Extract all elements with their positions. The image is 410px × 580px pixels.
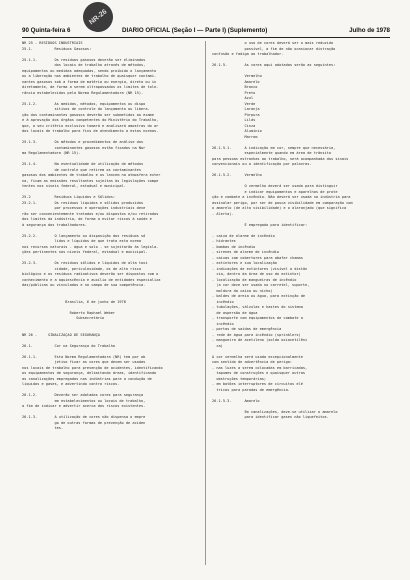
text-line: rância estabelecidos pela Norma Regulamentadora (NR 15).	[22, 90, 144, 95]
text-line: as canalizações empregadas nas indústrias para a condução de	[22, 376, 152, 381]
text-line: - localização de mangueiras de incêndio	[212, 277, 297, 282]
text-line: por processos e operações industriais deve	[22, 206, 146, 210]
text-line: ca)	[212, 343, 223, 348]
text-line: 26.1.5.3. Amarelo	[212, 398, 260, 403]
text-line: na, ficam as emissões resultantes sujeitas às legislações compe	[22, 178, 159, 183]
text-line: - portas de saídas de emergência	[212, 327, 282, 331]
text-line: de aspersão de água	[212, 310, 258, 315]
text-line: a fim de indicar e advertir acerca dos riscos existentes.	[22, 404, 146, 408]
text-line: 25.2.2. O lançamento ou disposição dos resíduos só	[22, 233, 146, 238]
text-line: tentes nos níveis federal, estadual e municipal.	[22, 184, 126, 188]
text-line: diretamente, de forma a serem ultrapassados os limites de tole-	[22, 85, 159, 89]
text-line: 26.1.5. As cores aqui adotadas serão as seguintes:	[212, 63, 336, 67]
text-line: à segurança dos trabalhadores.	[22, 222, 87, 227]
text-line: de controle que retirem os contaminantes	[22, 167, 141, 172]
text-line: (a cor deve ser usada no carretel, suporte,	[212, 283, 310, 287]
text-line: - caixas com cobertores para abafar chamas	[212, 255, 303, 260]
text-line: Subsecretário	[22, 316, 105, 320]
text-line: lidos e líquidos de que trata esta norma	[22, 239, 141, 243]
text-line: 26.1.2. Deverão ser adotadas cores para segurança	[22, 393, 144, 397]
text-line: nos recursos naturais - água e solo - se sujeitarão às legisla-	[22, 244, 159, 249]
text-line: Lilás	[212, 118, 256, 122]
text-line: para pessoas estranhas ao trabalho, será acompanhada dos sinais	[212, 156, 349, 161]
column-divider	[205, 41, 206, 565]
text-line: O vermelho deverá ser usado para distinguir	[212, 184, 338, 188]
text-line: e indicar equipamentos e aparelhos de prote	[212, 189, 338, 194]
text-line: rão ser convenientemente tratados e/ou dispostos e/ou retirados	[22, 211, 159, 216]
text-line: go de outras formas de prevenção de aciden	[22, 420, 146, 425]
text-line: Azul	[212, 96, 254, 100]
text-line: A cor vermelha será usada excepcionalmente	[212, 354, 303, 359]
text-line: - caixa de alarme de incêndio	[212, 233, 275, 238]
text-line: biológico e os resíduos radioativos deverão ser dispostos com o	[22, 272, 159, 276]
text-line: Roberto Raphael Weber	[22, 310, 116, 315]
text-line: das/públicas ou vinculadas e no campo de sua competência.	[22, 283, 146, 287]
text-line: nos locais de trabalho para prevenção de acidentes, identificando	[22, 365, 163, 370]
text-line: ma Regulamentadora (NR 15).	[22, 151, 81, 155]
page-header	[22, 25, 390, 37]
header-date: 90 Quinta-feira 6	[22, 27, 71, 34]
text-line: nantes gasosos sob a forma de matéria ou energia, direta ou in	[22, 79, 157, 84]
text-line: Vermelho	[212, 74, 262, 78]
text-line: Verde	[212, 101, 256, 106]
text-line: - mangueira de acetileno (solda oxiacetilêni	[212, 338, 308, 342]
text-line: 26.1.5.2. Vermelho	[212, 173, 262, 177]
text-line: dos locais de trabalho para fins de atendimento a estas normas.	[22, 129, 159, 133]
text-line: 26.1.5.1. A indicação em cor, sempre que necessária,	[212, 145, 336, 150]
header-month: Julho de 1978	[349, 27, 390, 34]
text-line: Cinza	[212, 123, 256, 128]
text-line: Marrom	[212, 134, 258, 139]
text-line: que, a seu critério exclusivo tomará e analisará amostras do ar	[22, 123, 159, 128]
text-line: o uso de cores deverá ser o mais reduzido	[212, 41, 334, 45]
text-line: - transporte com equipamentos de combate a	[212, 316, 303, 320]
text-line: e à aprovação dos órgãos competentes do Ministério do Trabalho,	[22, 118, 159, 122]
text-line: incêndio	[212, 321, 234, 326]
text-line: 26.1.3. A utilização de cores não dispensa o empre	[22, 415, 146, 419]
text-line: o amarelo (de alta visibilidade) e o alaranjado (que significa	[212, 206, 347, 210]
text-line: equipamentos ou medidas adequadas, sendo proibido o lançamento	[22, 68, 157, 73]
text-line: tricos para paradas de emergência.	[212, 387, 290, 392]
text-line: obstruções temporárias;	[212, 376, 267, 381]
text-line: 26.1.1. Esta Norma Regulamentadora (NR) tem por ob	[22, 354, 146, 359]
text-line: dos limites da indústria, de forma a evitar riscos à saúde e	[22, 217, 152, 221]
text-line: - rede de água para incêndio (sprinklers)	[212, 332, 301, 337]
text-line: conhecimento e a aquiescência e auxílio de entidades especializa	[22, 277, 161, 282]
text-line: - extintores e sua localização	[212, 261, 277, 265]
text-line: - tubulações, válvulas e hastes do sistema	[212, 305, 303, 309]
text-line: incêndio	[212, 299, 234, 304]
text-line: Em canalizações, deve-se utilizar o amarelo	[212, 409, 338, 414]
text-line: tapumes de construções e quaisquer outras	[212, 371, 306, 375]
text-line: Brasília, 6 de junho de 1978	[22, 299, 126, 304]
text-line: - em botões interruptores de circuitos elé	[212, 382, 303, 386]
text-line: cidade, periculosidade, os de alto risco	[22, 266, 141, 271]
text-line: em estabelecimentos ou locais de trabalho,	[22, 398, 146, 403]
nr-stamp: NR-26	[77, 0, 119, 38]
text-line: ção e combate a incêndio. Não deverá ser usada na indústria para	[212, 195, 351, 199]
text-line: assinalar perigo, por ser de pouca visibilidade em comparação com	[212, 200, 353, 205]
text-line: 25.1.1. Os resíduos gasosos deverão ser eliminados	[22, 57, 146, 62]
text-line: ção dos contaminantes gasosos deverão ser submetidos ao exame	[22, 112, 154, 117]
text-line: dos locais de trabalho através de métodos,	[22, 63, 146, 67]
left-column	[22, 41, 200, 432]
header-divider	[22, 37, 390, 38]
right-column	[212, 41, 390, 421]
text-line: 25.1. Resíduos Gasosos:	[22, 46, 92, 51]
text-line: Amarelo	[212, 79, 260, 84]
text-line: Preto	[212, 90, 256, 95]
text-line: 26.1. Cor na Segurança do Trabalho	[22, 343, 116, 348]
text-line: convencionais ou a identificação por palavras.	[212, 162, 312, 166]
text-line: - baldes de areia ou água, para extinção de	[212, 294, 306, 298]
text-line: É empregado para identificar:	[212, 222, 308, 227]
header-title: DIARIO OFICIAL (Seção I — Parte I) (Suplemento)	[122, 27, 268, 34]
text-line: - nas luzes a serem colocadas em barricadas,	[212, 365, 308, 370]
text-line: sitivos de controle do lançamento ou libera-	[22, 107, 150, 111]
text-line: tes.	[22, 426, 64, 430]
text-line: cia, dentro da área de uso do extintor)	[212, 272, 301, 276]
text-line: gasosos dos ambientes de trabalho e os lancem na atmosfera exter	[22, 173, 161, 177]
text-line: líquidos e gases, e advertindo contra riscos.	[22, 382, 120, 386]
text-line: Púrpura	[212, 112, 260, 117]
text-line: - Alerta).	[212, 211, 234, 216]
text-line: os equipamentos de segurança, delimitando áreas, identificando	[22, 371, 157, 375]
text-line: para identificar gases não liquefeitos.	[212, 415, 329, 419]
text-line: jetivo fixar as cores que devem ser usadas	[22, 360, 146, 364]
text-line: - sirenes de alarme de incêndio	[212, 250, 280, 254]
text-line: 25.1.4. Na eventualidade de utilização de métodos	[22, 162, 144, 166]
text-line: ou a liberação nos ambientes de trabalho de quaisquer contami-	[22, 74, 157, 78]
text-line: contaminantes gasosos estão fixados na Nor	[22, 145, 146, 150]
text-line: 25.2.3. Os resíduos sólidos e líquidos de alta toxi	[22, 261, 148, 265]
text-line: Branco	[212, 85, 258, 89]
text-line: com sentido de advertência de perigo:	[212, 360, 293, 364]
text-line: - indicações de extintores (visível a distân	[212, 266, 308, 271]
text-line: Laranja	[212, 107, 260, 111]
text-line: 25.2 Resíduos Líquidos e Sólidos:	[22, 195, 116, 199]
text-line: NR 26 - SINALIZAÇÃO DE SEGURANÇA	[22, 332, 100, 337]
text-line: especialmente quando em área de trânsito	[212, 151, 331, 155]
text-line: 25.2.1. Os resíduos líquidos e sólidos produzidos	[22, 200, 144, 205]
text-line: 25.1.3. Os métodos e procedimentos de análise dos	[22, 140, 144, 144]
text-line: 25.1.2. As medidas, métodos, equipamentos ou dispo	[22, 101, 146, 106]
text-line: - bombas de incêndio	[212, 244, 256, 249]
text-line: NR 25 - RESÍDUOS INDUSTRIAIS	[22, 41, 83, 45]
text-line: Alumínio	[212, 129, 262, 133]
text-line: ções pertinentes nos níveis federal, estadual e municipal.	[22, 250, 148, 254]
text-line: confusão e fadiga ao trabalhador.	[212, 52, 284, 56]
text-line: possível, a fim de não ocasionar distração	[212, 46, 336, 51]
text-line: - hidrantes	[212, 239, 236, 243]
text-line: moldura da caixa ou nicho)	[212, 288, 273, 293]
